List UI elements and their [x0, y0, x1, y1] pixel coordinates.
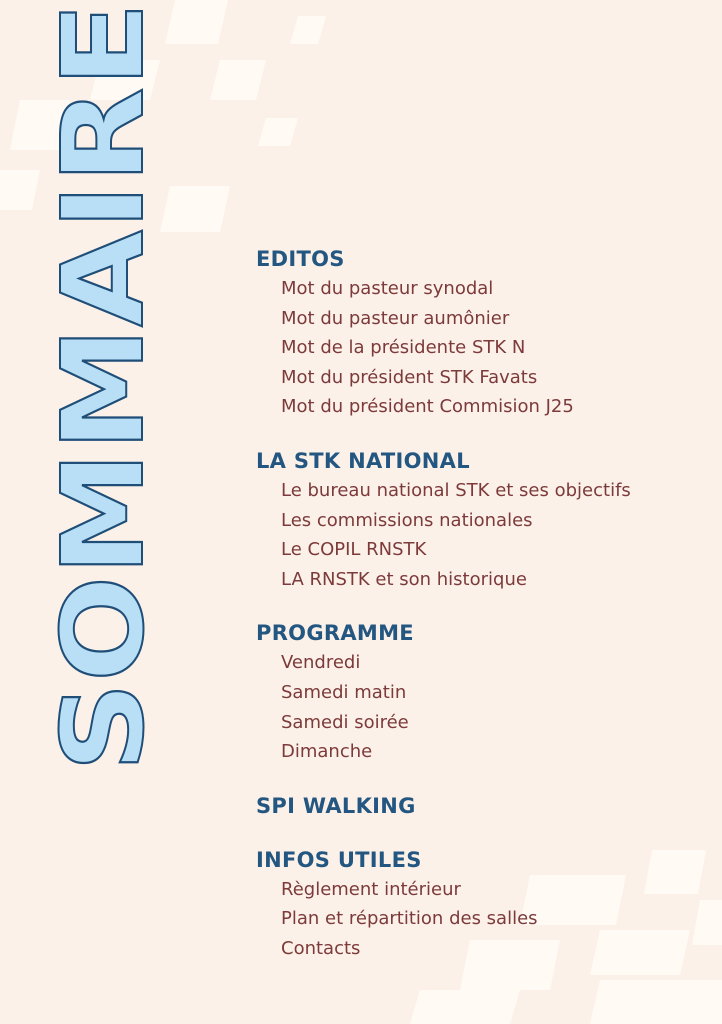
- vertical-title-text: SOMMAIRE: [39, 82, 169, 772]
- toc-item[interactable]: Samedi soirée: [281, 711, 409, 733]
- section-items: [256, 274, 696, 422]
- toc-item[interactable]: Mot du président Commision J25: [281, 396, 574, 418]
- toc-section-stk-national: [256, 446, 696, 594]
- toc-section-spi-walking: [256, 791, 696, 821]
- toc-item[interactable]: Samedi matin: [281, 681, 407, 703]
- section-heading[interactable]: EDITOS: [256, 247, 345, 271]
- toc-item[interactable]: Les commissions nationales: [281, 509, 533, 531]
- toc-item[interactable]: Dimanche: [281, 741, 373, 763]
- section-items: [256, 875, 696, 964]
- toc-item[interactable]: Mot du pasteur synodal: [281, 278, 494, 299]
- toc-item[interactable]: Vendredi: [281, 652, 361, 674]
- toc-section-infos-utiles: [256, 845, 696, 964]
- section-heading[interactable]: PROGRAMME: [256, 621, 414, 646]
- table-of-contents: [256, 244, 696, 964]
- section-items: [256, 476, 696, 594]
- vertical-title-sommaire: [39, 0, 169, 775]
- section-heading[interactable]: INFOS UTILES: [256, 847, 422, 872]
- toc-item[interactable]: Mot du président STK Favats: [281, 366, 538, 388]
- toc-item[interactable]: Mot de la présidente STK N: [281, 337, 526, 359]
- toc-item[interactable]: Plan et répartition des salles: [281, 908, 538, 930]
- toc-section-editos: [256, 244, 696, 422]
- toc-item[interactable]: Le bureau national STK et ses objectifs: [281, 479, 631, 501]
- toc-item[interactable]: Règlement intérieur: [281, 878, 461, 900]
- toc-item[interactable]: Le COPIL RNSTK: [281, 539, 427, 561]
- toc-item[interactable]: LA RNSTK et son historique: [281, 568, 527, 590]
- toc-item[interactable]: Mot du pasteur aumônier: [281, 307, 510, 329]
- toc-item[interactable]: Contacts: [281, 937, 361, 959]
- section-heading[interactable]: LA STK NATIONAL: [256, 448, 470, 473]
- section-heading[interactable]: SPI WALKING: [256, 793, 416, 818]
- toc-section-programme: [256, 618, 696, 766]
- section-items: [256, 648, 696, 766]
